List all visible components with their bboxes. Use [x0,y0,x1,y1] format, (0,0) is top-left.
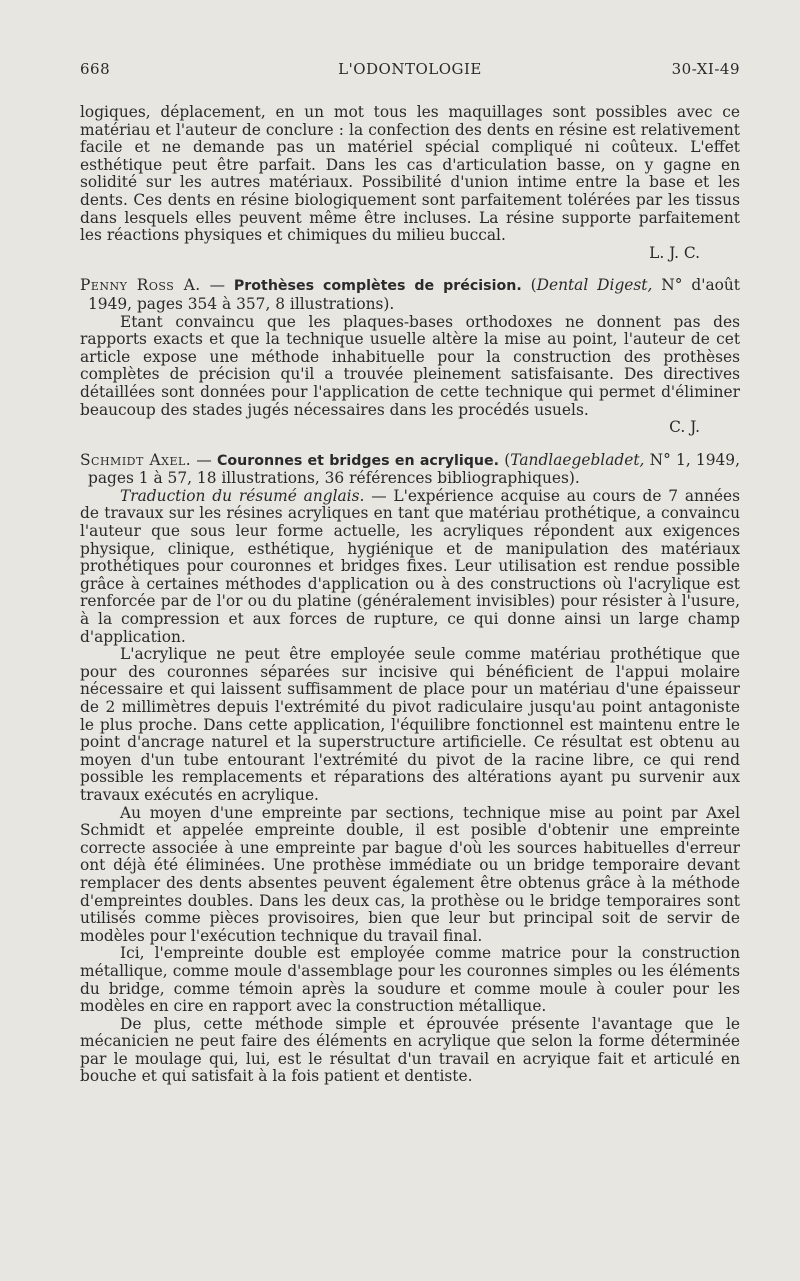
page-header [80,60,740,82]
entry-source: Tandlaegebladet, [510,450,645,469]
entry-schmidt-p4: Ici, l'empreinte double est employée comme matrice pour la construction métallique, comme moule d'assemblage pour les couronnes simples ou les éléments du bridge, comme témoin après la soudure et comme moule à couler pour les modèles en cire en rapport avec la construction métallique. [80,944,740,1016]
summary-label: Traduction du résumé anglais. [120,486,365,505]
entry-schmidt-p5: De plus, cette méthode simple et éprouvée présente l'avantage que le mécanicien ne peut faire des éléments en acrylique que selon la forme déterminée par le moulage qui, lui, est le résultat d'un travail en acryique fait et articulé en bouche et qui satisfait à la fois patient et dentiste. [80,1014,740,1086]
entry-title: Couronnes et bridges en acrylique. [217,452,500,469]
issue-date: 30-XI-49 [671,60,740,78]
signature-ljc: L. J. C. [649,243,700,262]
entry-penny-body: Etant convaincu que les plaques-bases orthodoxes ne donnent pas des rapports exacts et que la technique usuelle altère la mise au point, l'auteur de cet article expose une méthode inhabituelle pour la construction des prothèses complètes de précision qu'il a trouvée pleinement satisfaisante. Des directives détaillées sont données pour l'application de cette technique qui permet d'éliminer beaucoup des stades jugés nécessaires dans les procédés usuels. [80,312,740,419]
article-body [80,104,740,1086]
page-number: 668 [80,60,111,78]
entry-schmidt-heading: Schmidt Axel. — Couronnes et bridges en acrylique. (Tandlaegebladet, N° 1, 1949, pages 1 à 57, 18 illustrations, 36 références bibliographiques). [80,450,740,488]
entry-source: Dental Digest, [536,276,653,295]
entry-penny-heading: Penny Ross A. — Prothèses complètes de précision. (Dental Digest, N° d'août 1949, pages 354 à 357, 8 illustrations). [80,276,740,313]
signature-cj: C. J. [669,418,700,437]
entry-author: Schmidt Axel. [80,450,192,469]
journal-title: L'ODONTOLOGIE [338,60,482,78]
entry-title: Prothèses complètes de précision. [233,278,522,295]
continued-paragraph: logiques, déplacement, en un mot tous les maquillages sont possibles avec ce matériau et l'auteur de conclure : la confection des dents en résine est relativement facile et ne demande pas un matériel spécial compliqué ni coûteux. L'effet esthétique peut être parfait. Dans les cas d'articulation basse, on y gagne en solidité sur les autres matériaux. Possibilité d'union intime entre la base et les dents. Ces dents en résine biologiquement sont parfaitement tolérées par les tissus dans lesquels elles peuvent même être incluses. La résine supporte parfaitement les réactions physiques et chimiques du milieu buccal. [80,103,740,245]
entry-author: Penny Ross A. [80,276,201,295]
entry-schmidt-p2: L'acrylique ne peut être employée seule comme matériau prothétique que pour des couronnes séparées sur incisive qui bénéficient de l'appui molaire nécessaire et qui laissent suffisamment de place pour un matériau d'une épaisseur de 2 millimètres depuis l'extrémité du pivot radiculaire jusqu'au point antagoniste le plus proche. Dans cette application, l'équilibre fonctionnel est maintenu entre le point d'ancrage naturel et la superstructure artificielle. Ce résultat est obtenu au moyen d'un tube entourant l'extrémité du pivot de la racine libre, ce qui rend possible les remplacements et réparations des altérations ayant pu survenir aux travaux exécutés en acrylique. [80,645,740,804]
entry-schmidt-p3: Au moyen d'une empreinte par sections, technique mise au point par Axel Schmidt et appelée empreinte double, il est posible d'obtenir une empreinte correcte associée à une empreinte par bague d'où les sources habituelles d'erreur ont déjà été éliminées. Une prothèse immédiate ou un bridge temporaire devant remplacer des dents absentes peuvent également être obtenus grâce à la méthode d'empreintes doubles. Dans les deux cas, la prothèse ou le bridge temporaires sont utilisés comme pièces provisoires, bien que leur but principal soit de servir de modèles pour l'exécution technique du travail final. [80,803,740,945]
entry-schmidt-p1: Traduction du résumé anglais. — L'expérience acquise au cours de 7 années de travaux sur les résines acryliques en tant que matériau prothétique, a convaincu l'auteur que sous leur forme actuelle, les acryliques répondent aux exigences physique, clinique, esthétique, hygiénique et de manipulation des matériaux prothétiques pour couronnes et bridges fixes. Leur utilisation est rendue possible grâce à certaines méthodes d'application ou à des constructions où l'acrylique est renforcée par de l'or ou du platine (généralement invisibles) pour résister à l'usure, à la compression et aux forces de rupture, ce qui donne ainsi un large champ d'application. [80,486,740,646]
